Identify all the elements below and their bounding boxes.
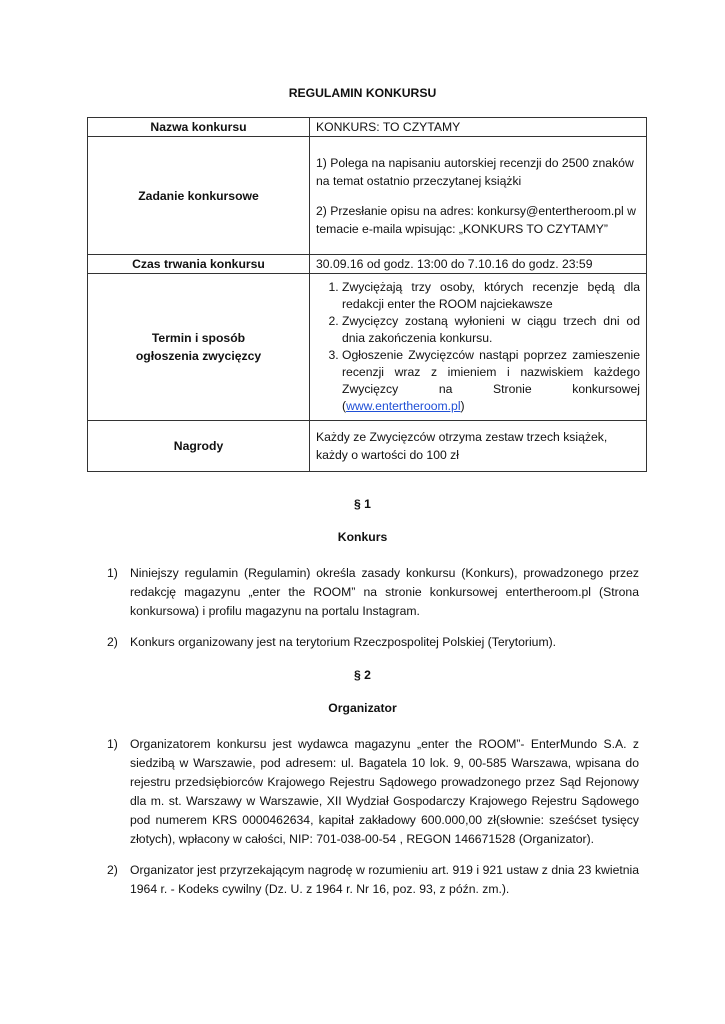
list-item: [107, 861, 639, 899]
list-item: [107, 564, 639, 621]
item-text: Organizatorem konkursu jest wydawca magazynu „enter the ROOM”- EnterMundo S.A. z siedzibą w Warszawie, pod adresem: ul. Bagatela 10 lok. 9, 00-585 Warszawa, wpisana do rejestru przedsiębiorców Krajowego Rejestru Sądowego prowadzonego przez Sąd Rejonowy dla m. st. Warszawy w Warszawie, XII Wydział Gospodarczy Krajowego Rejestru Sądowego pod numerem KRS 0000462634, kapitał zakładowy 600.000,00 zł(słownie: sześćset tysięcy złotych), wpłacony w całości, NIP: 701-038-00-54 , REGON 146671528 (Organizator).: [130, 737, 639, 846]
section-2-mark: § 2: [354, 668, 371, 682]
item-number: 1): [107, 566, 118, 580]
list-item: [342, 347, 640, 415]
task-cell: [310, 137, 647, 255]
contest-name-value: KONKURS: TO CZYTAMY: [310, 118, 647, 137]
announcement-label-line-1: Termin i sposób: [151, 331, 246, 345]
list-item: [107, 633, 639, 652]
item-text: Organizator jest przyrzekającym nagrodę w rozumieniu art. 919 i 921 ustaw z dnia 23 kwietnia 1964 r. - Kodeks cywilny (Dz. U. z 1964 r. Nr 16, poz. 93, z późn. zm.).: [130, 863, 639, 896]
section-2-heading: Organizator: [328, 701, 397, 715]
task-label: Zadanie konkursowe: [88, 137, 310, 255]
table-row: [88, 255, 647, 274]
winners-3-end: ): [460, 399, 465, 413]
prizes-label: Nagrody: [88, 421, 310, 472]
contest-site-link[interactable]: www.entertheroom.pl: [346, 399, 461, 413]
list-item: 1. Zwyciężają trzy osoby, których recenzje będą dla redakcji enter the ROOM najciekawsze: [342, 279, 640, 313]
duration-value: 30.09.16 od godz. 13:00 do 7.10.16 do godz. 23:59: [310, 255, 647, 274]
announcement-label-line-2: ogłoszenia zwycięzcy: [135, 349, 262, 363]
winners-3-text: Ogłoszenie Zwycięzców nastąpi poprzez zamieszenie recenzji wraz z imieniem i nazwiskiem każdego Zwycięzcy na Stronie konkursowej (: [342, 348, 640, 413]
item-number: 2): [107, 635, 118, 649]
table-row: [88, 274, 647, 421]
winners-list: [316, 279, 640, 415]
item-text: Konkurs organizowany jest na terytorium Rzeczpospolitej Polskiej (Terytorium).: [130, 635, 557, 649]
list-item: 2. Zwycięzcy zostaną wyłonieni w ciągu trzech dni od dnia zakończenia konkursu.: [342, 313, 640, 347]
item-text: Niniejszy regulamin (Regulamin) określa zasady konkursu (Konkurs), prowadzonego przez redakcję magazynu „enter the ROOM” na stronie konkursowej entertheroom.pl (Strona konkursowa) i profilu magazynu na portalu Instagram.: [130, 566, 639, 618]
task-step-1: 1) Polega na napisaniu autorskiej recenzji do 2500 znaków na temat ostatnio przeczytanej książki: [316, 155, 634, 188]
winners-cell: [310, 274, 647, 421]
announcement-label: [88, 274, 310, 421]
document-title: REGULAMIN KONKURSU: [288, 86, 437, 100]
section-1-mark: § 1: [354, 497, 371, 511]
list-item: [107, 735, 639, 849]
contest-name-label: Nazwa konkursu: [88, 118, 310, 137]
item-number: 2): [107, 863, 118, 877]
contest-summary-table: [87, 117, 647, 472]
table-row: [88, 118, 647, 137]
section-1-heading: Konkurs: [337, 530, 388, 544]
task-step-2: 2) Przesłanie opisu na adres: konkursy@entertheroom.pl w temacie e-maila wpisując: „KONKURS TO CZYTAMY”: [316, 203, 636, 236]
item-number: 1): [107, 737, 118, 751]
prizes-value: Każdy ze Zwycięzców otrzyma zestaw trzech książek, każdy o wartości do 100 zł: [310, 421, 647, 472]
table-row: [88, 421, 647, 472]
table-row: [88, 137, 647, 255]
duration-label: Czas trwania konkursu: [88, 255, 310, 274]
